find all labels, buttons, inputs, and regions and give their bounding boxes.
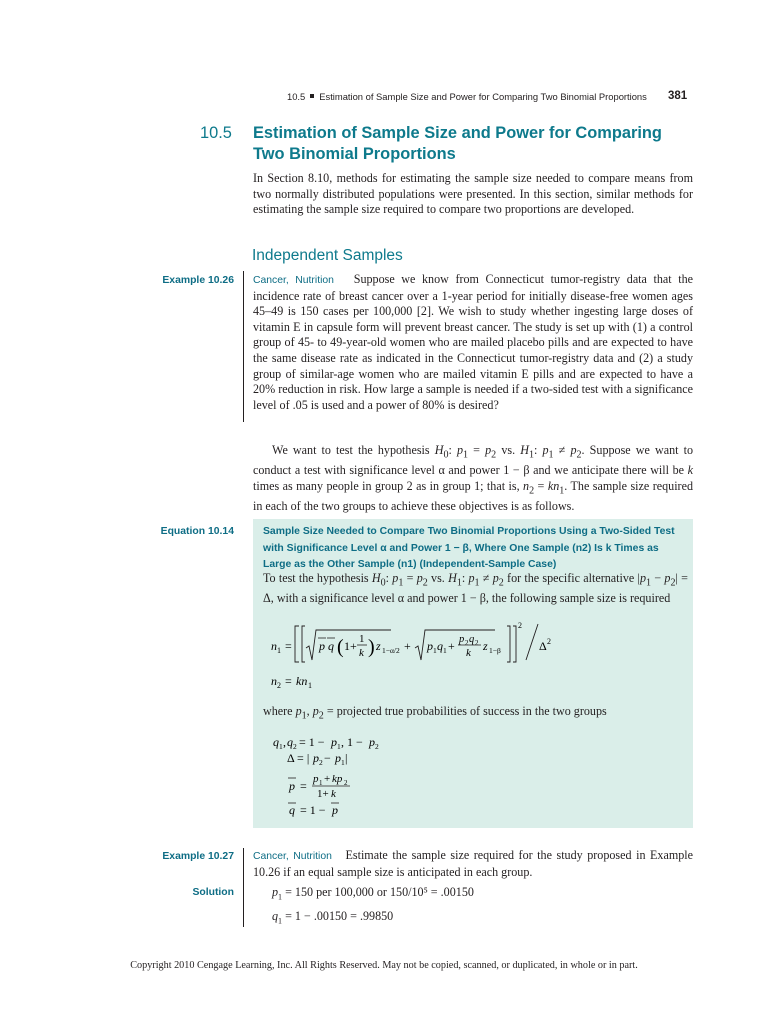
subscript: 0 [443, 449, 449, 461]
svg-text:, 1 −: , 1 − [341, 735, 363, 749]
text-run: : [533, 443, 543, 457]
solution-line-1: $p_1 = 150$ per 100,000 or 150/10⁵ = .00150 [272, 885, 474, 902]
svg-text:q: q [328, 639, 334, 653]
subscript: 1 [463, 449, 469, 461]
svg-text:k: k [466, 647, 471, 659]
svg-text:Δ: Δ [539, 639, 547, 653]
svg-text:1+: 1+ [344, 639, 357, 653]
svg-text:q: q [287, 735, 293, 749]
square-bullet-icon [310, 94, 314, 98]
h1-symbol: H [520, 443, 529, 457]
svg-text:p: p [313, 751, 319, 765]
svg-text:): ) [368, 636, 375, 658]
svg-text:−: − [324, 751, 331, 765]
svg-text:= 1 −: = 1 − [300, 803, 326, 817]
svg-text:2: 2 [518, 621, 522, 630]
n2-formula [263, 671, 343, 691]
svg-text:1−β: 1−β [489, 646, 501, 655]
equation-heading: Sample Size Needed to Compare Two Binomial Proportions Using a Two-Sided Test with Significance Level α and Power 1 − β, Where One Sample (n2) Is k Times as Large as the Other Sample (n1) (Independent-Sample Case) [263, 526, 675, 570]
svg-text:p: p [459, 634, 465, 645]
where-text: = projected true probabilities of success in the two groups [326, 704, 607, 718]
svg-text:k: k [359, 647, 364, 659]
svg-text:2: 2 [475, 639, 479, 647]
svg-text:p: p [369, 735, 375, 749]
subscript: 2 [576, 449, 582, 461]
svg-text:1: 1 [359, 633, 365, 645]
svg-text:1−α/2: 1−α/2 [382, 646, 400, 655]
svg-text:1: 1 [319, 779, 323, 787]
subscript: 1 [528, 449, 534, 461]
p1-symbol: p [542, 443, 549, 457]
definitions-formula [263, 730, 423, 820]
hypothesis-paragraph [253, 443, 693, 514]
example-tag: Cancer, Nutrition [253, 851, 332, 862]
svg-text:+: + [404, 639, 411, 653]
subscript: 2 [491, 449, 497, 461]
svg-text:1+: 1+ [317, 788, 329, 800]
p2-symbol: p [485, 443, 492, 457]
solution-text: = 150 per 100,000 or 150/10⁵ = .00150 [285, 885, 474, 899]
svg-text:q: q [289, 803, 295, 817]
header-section-ref: 10.5 [287, 91, 306, 102]
text-run: . The sample size required in each of the two groups to achieve these objectives is as follows. [253, 478, 693, 513]
k-symbol: k [687, 463, 693, 477]
text-run: To test the hypothesis [263, 571, 372, 585]
running-header [287, 91, 647, 102]
svg-text:k: k [331, 788, 336, 800]
svg-text:kp: kp [332, 773, 343, 785]
svg-text:+: + [448, 639, 455, 653]
subheading: Independent Samples [252, 247, 403, 264]
example-rule [243, 848, 244, 927]
section-intro: In Section 8.10, methods for estimating the sample size needed to compare means from two normally distributed populations were presented. In this section, similar methods for estimating the sample size required to compare two proportions are developed. [253, 171, 693, 217]
svg-text:1: 1 [277, 646, 281, 655]
svg-text:= 1 −: = 1 − [299, 735, 325, 749]
equation-label: Equation 10.14 [160, 526, 234, 537]
solution-line-2: $q_1 = 1 - .00150 = .99850$ [272, 909, 394, 926]
svg-text:=: = [285, 639, 292, 653]
svg-text:n: n [271, 639, 277, 653]
svg-text:z: z [376, 639, 381, 653]
svg-text:1: 1 [279, 742, 283, 751]
text-run: : [448, 443, 457, 457]
subscript: 1 [548, 449, 554, 461]
text-run: for the specific alternative [503, 571, 635, 585]
text-run: times as many people in group 2 as in group 1; that is, [253, 478, 524, 493]
p1-symbol: p [456, 443, 464, 457]
svg-text:p: p [313, 773, 319, 785]
svg-text:1: 1 [341, 758, 345, 767]
svg-text:q: q [437, 639, 443, 653]
subscript: 1 [559, 485, 565, 496]
text-run: We want to test the hypothesis [272, 443, 435, 457]
svg-text:p: p [289, 779, 295, 793]
page-number: 381 [668, 90, 688, 102]
svg-text:p: p [335, 751, 341, 765]
svg-text:2: 2 [344, 779, 348, 787]
text-run: . Suppose we want to conduct a test with significance level α and power 1 − β and we anticipate there will be [253, 443, 694, 477]
example-label: Example 10.26 [162, 275, 234, 286]
example-rule [243, 271, 244, 422]
svg-text:=: = [285, 674, 292, 688]
svg-text:2: 2 [293, 742, 297, 751]
svg-text:1: 1 [308, 681, 312, 690]
svg-text:+: + [324, 773, 331, 785]
svg-text:2: 2 [319, 758, 323, 767]
svg-text:q: q [469, 634, 475, 645]
svg-text:1: 1 [337, 742, 341, 751]
text-run: = [534, 478, 548, 493]
where-line: where $p_1$, $p_2$ = projected true probabilities of success in the two groups [263, 704, 607, 722]
svg-text:|: | [345, 751, 348, 765]
example-label: Example 10.27 [162, 851, 234, 862]
svg-text:1: 1 [433, 646, 437, 655]
copyright-footer: Copyright 2010 Cengage Learning, Inc. All Rights Reserved. May not be copied, scanned, or duplicated, in whole or in part. [130, 960, 638, 971]
equation-intro: To test the hypothesis $H_0$: $p_1 = p_2$ vs. $H_1$: $p_1 \ne p_2$ for the specific alternative $|p_1 - p_2| = \Delta$, with a significance level α and power 1 − β, the following sample size is required [263, 571, 688, 605]
example-text: Estimate the sample size required for the study proposed in Example 10.26 if an equal sample size is anticipated in each group. [253, 848, 694, 879]
text-run: ≠ [553, 443, 571, 457]
p2-symbol: p [570, 443, 577, 457]
text-run: , with a significance level α and power 1 − β, the following sample size is required [270, 591, 671, 605]
h0-symbol: H [434, 443, 444, 457]
header-running-title: Estimation of Sample Size and Power for Comparing Two Binomial Proportions [319, 91, 647, 102]
svg-text:2: 2 [277, 681, 281, 690]
svg-text:,: , [283, 735, 286, 749]
svg-text:p: p [332, 803, 338, 817]
solution-text: = 1 − .00150 = .99850 [285, 909, 394, 923]
svg-text:z: z [483, 639, 488, 653]
example-10-27-body [253, 848, 693, 880]
svg-text:=: = [300, 779, 307, 793]
example-tag: Cancer, Nutrition [253, 275, 334, 286]
example-10-26-body [253, 272, 693, 413]
svg-text:(: ( [337, 636, 344, 658]
text-run: = [468, 443, 486, 457]
svg-text:2: 2 [375, 742, 379, 751]
n2-symbol: n [523, 478, 530, 493]
svg-text:kn: kn [296, 674, 308, 688]
svg-text:q: q [273, 735, 279, 749]
svg-text:2: 2 [547, 637, 551, 646]
solution-label: Solution [192, 887, 234, 898]
svg-text:p: p [331, 735, 337, 749]
subscript: 2 [529, 485, 535, 496]
text-run: vs. [496, 443, 521, 457]
sample-size-formula [263, 618, 563, 666]
svg-text:n: n [271, 674, 277, 688]
example-text: Suppose we know from Connecticut tumor-registry data that the incidence rate of breast cancer over a 1-year period for initially disease-free women ages 45–49 is 150 cases per 100,000 [2]. We wish to study whether ingesting large doses of vitamin E in capsule form will prevent breast cancer. The study is set up with (1) a control group of 45- to 49-year-old women who are mailed placebo pills and are expected to have the same disease rate as indicated in the Connecticut tumor-registry data and (2) a study group of similar-age women who are mailed vitamin E pills and are expected to have a 20% reduction in risk. How large a sample is needed if a two-sided test with a significance level of .05 is used and a power of 80% is desired? [253, 272, 693, 412]
svg-text:p: p [319, 639, 325, 653]
section-title: Estimation of Sample Size and Power for Comparing Two Binomial Proportions [253, 124, 662, 163]
svg-text:p: p [427, 639, 433, 653]
svg-text:2: 2 [465, 639, 469, 647]
svg-text:1: 1 [443, 646, 447, 655]
kn1-symbol: kn [547, 478, 560, 493]
svg-text:Δ = |: Δ = | [287, 751, 310, 765]
section-number: 10.5 [200, 124, 232, 142]
